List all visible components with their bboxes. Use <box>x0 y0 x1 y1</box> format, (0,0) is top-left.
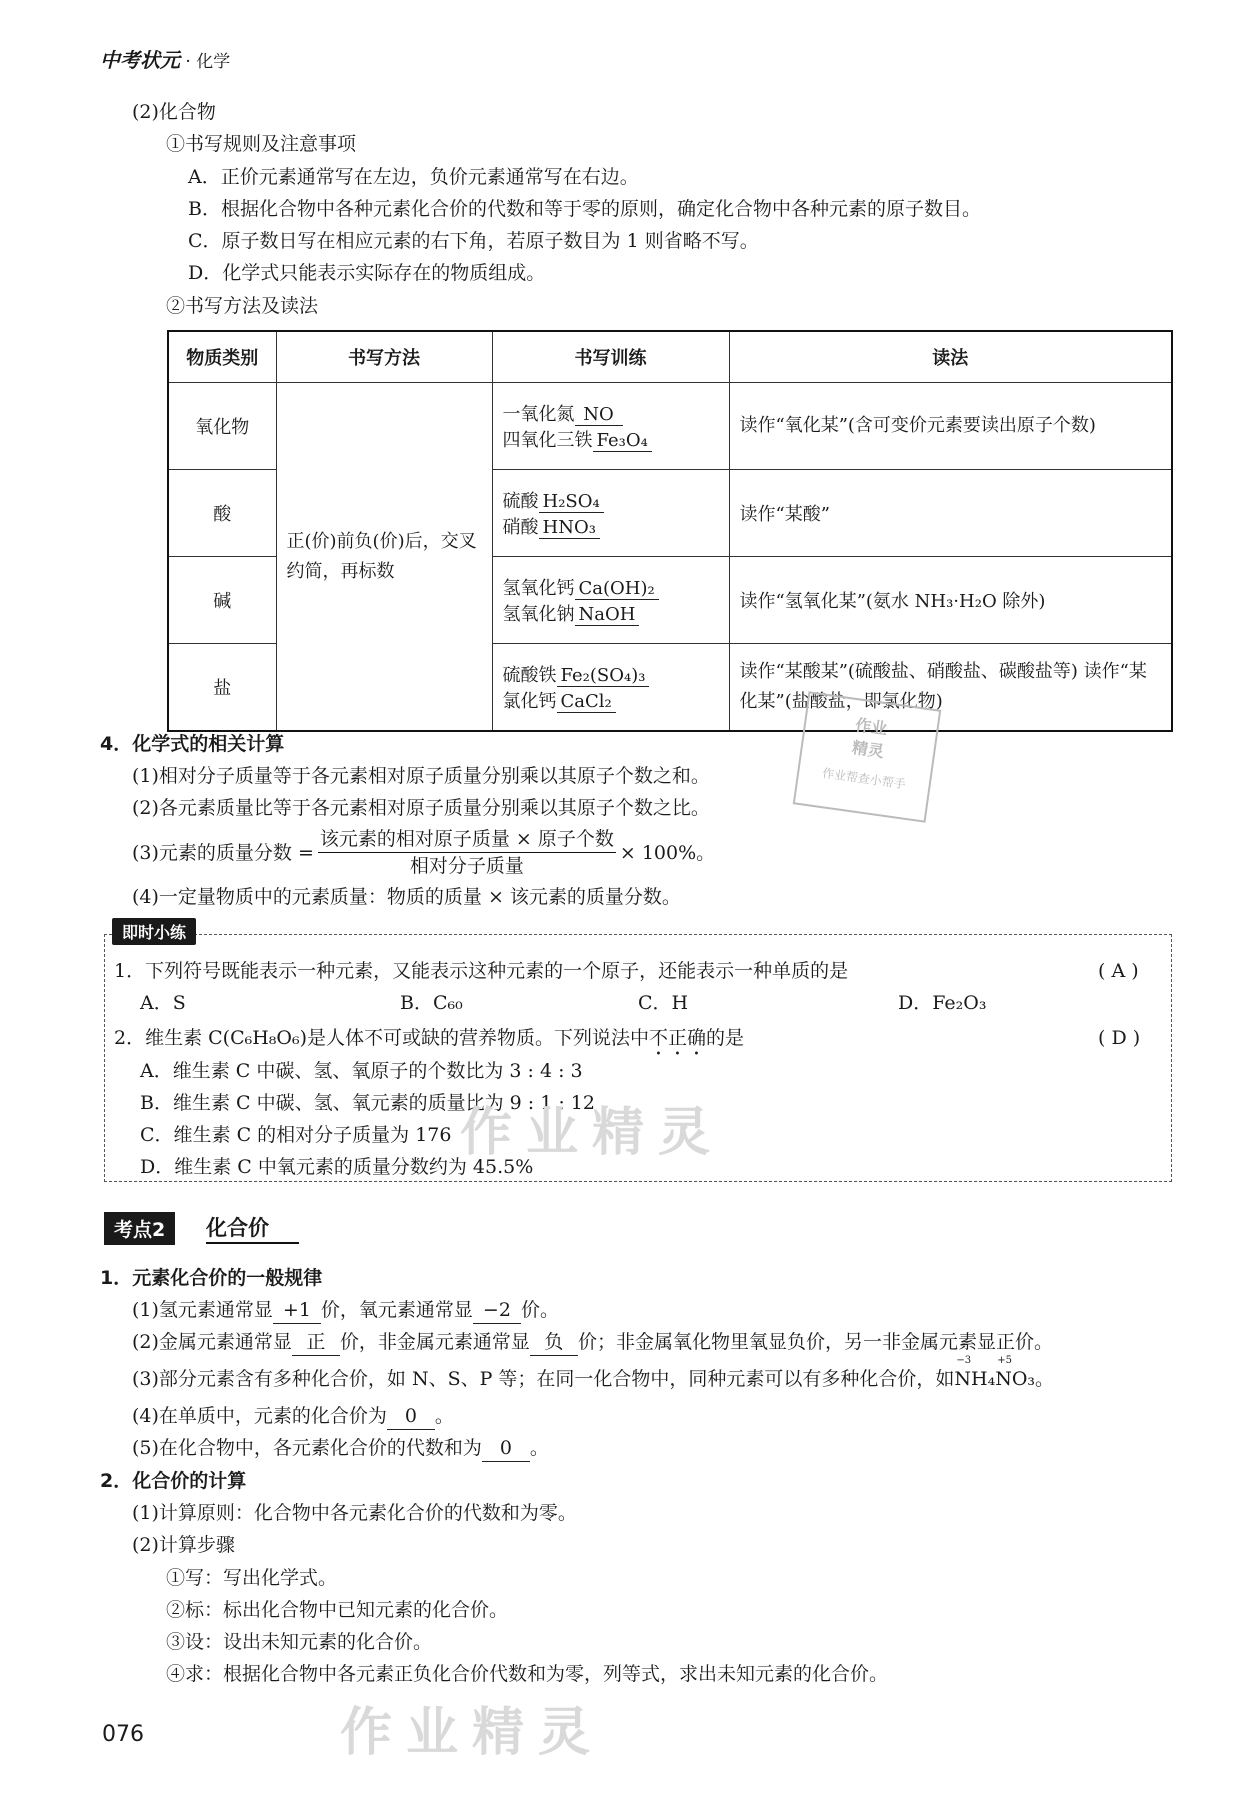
rule-item: B．根据化合物中各种元素化合价的代数和等于零的原则，确定化合物中各种元素的原子数目。 <box>188 198 981 220</box>
valence-example <box>995 1355 1012 1392</box>
rule-line: (2)计算步骤 <box>132 1534 235 1556</box>
formula-part: N <box>954 1368 972 1390</box>
rule-line <box>132 1435 549 1462</box>
step-item: ④求：根据化合物中各元素正负化合价代数和为零，列等式，求出未知元素的化合价。 <box>166 1663 889 1685</box>
exercise-name: 硝酸 <box>502 517 539 538</box>
page-number: 076 <box>102 1722 144 1747</box>
watermark-stamp <box>793 691 942 823</box>
option: C．H <box>638 992 689 1014</box>
exercise-formula: H₂SO₄ <box>539 491 604 513</box>
formula-suffix: × 100%。 <box>619 841 716 864</box>
stamp-text: 精灵 <box>850 737 886 762</box>
category-cell: 碱 <box>168 557 276 644</box>
stamp-text: 作业帮查小帮手 <box>821 766 907 792</box>
calc-item: (4)一定量物质中的元素质量：物质的质量 × 该元素的质量分数。 <box>132 886 681 908</box>
exercise-formula: Fe₃O₄ <box>593 430 652 452</box>
category-cell: 氧化物 <box>168 383 276 470</box>
rule-item: A．正价元素通常写在左边，负价元素通常写在右边。 <box>188 166 639 188</box>
option: D．维生素 C 中氧元素的质量分数约为 45.5% <box>140 1156 534 1178</box>
formula-part: O₃。 <box>1011 1368 1055 1390</box>
rule-text: 价。 <box>520 1299 559 1321</box>
watermark-text: 作业精灵 <box>460 1102 725 1163</box>
exercise-formula: NO <box>575 404 623 426</box>
answer-blank: 0 <box>387 1403 435 1430</box>
keypoint-badge: 考点2 <box>104 1212 175 1245</box>
exercise-formula: HNO₃ <box>539 517 600 539</box>
formula-prefix: (3)元素的质量分数 = <box>132 841 314 864</box>
valence-mark: +5 <box>997 1355 1012 1366</box>
method-text: 正(价)前负(价)后，交叉约简，再标数 <box>286 530 477 582</box>
calc-item: (1)相对分子质量等于各元素相对原子质量分别乘以其原子个数之和。 <box>132 765 710 787</box>
exercise-formula: Fe₂(SO₄)₃ <box>557 665 650 687</box>
rule-text: 价，氧元素通常显 <box>320 1299 473 1321</box>
rule-text: (4)在单质中，元素的化合价为 <box>132 1405 387 1427</box>
question-2-answer: ( D ) <box>1098 1027 1141 1049</box>
exercise-formula: NaOH <box>575 604 640 626</box>
exercise-name: 四氧化三铁 <box>502 430 593 451</box>
rule-text: 价，非金属元素通常显 <box>339 1331 530 1353</box>
valence-mark: −3 <box>956 1355 972 1366</box>
methods-heading: ②书写方法及读法 <box>166 295 319 317</box>
answer-blank: +1 <box>273 1297 321 1324</box>
exercise-formula: Ca(OH)₂ <box>575 578 659 600</box>
header-separator: · <box>185 52 191 72</box>
formula-part: N <box>995 1368 1012 1390</box>
formula-numerator: 该元素的相对原子质量 × 原子个数 <box>318 826 616 853</box>
exercise-cell <box>492 383 729 470</box>
category-cell: 酸 <box>168 470 276 557</box>
rules-heading: ①书写规则及注意事项 <box>166 133 357 155</box>
reading-cell: 读作“某酸某”(硫酸盐、硝酸盐、碳酸盐等) 读作“某化某”(盐酸盐，即氯化物) <box>729 644 1172 732</box>
rule-text: (3)部分元素含有多种化合价，如 N、S、P 等；在同一化合物中，同种元素可以有多种化合价，如 <box>132 1368 955 1390</box>
step-item: ③设：设出未知元素的化合价。 <box>166 1631 433 1653</box>
exercise-name: 氯化钙 <box>502 691 557 712</box>
reading-cell: 读作“氧化某”(含可变价元素要读出原子个数) <box>729 383 1172 470</box>
question-text-part: 2．维生素 C(C₆H₈O₆)是人体不可或缺的营养物质。下列说法中 <box>114 1027 650 1049</box>
reading-cell: 读作“氢氧化某”(氨水 NH₃·H₂O 除外) <box>729 557 1172 644</box>
keypoint-title: 化合价 <box>206 1212 299 1244</box>
formula-table <box>167 330 1173 732</box>
option: B．维生素 C 中碳、氢、氧元素的质量比为 9 : 1 : 12 <box>140 1092 595 1114</box>
answer-blank: 正 <box>292 1329 340 1356</box>
rule-item: D．化学式只能表示实际存在的物质组成。 <box>188 262 546 284</box>
table-header-row <box>168 331 1172 383</box>
exercise-formula: CaCl₂ <box>557 691 616 713</box>
option: D．Fe₂O₃ <box>898 992 987 1014</box>
page-header <box>100 44 230 73</box>
section-heading: 1．元素化合价的一般规律 <box>100 1267 323 1289</box>
exercise-name: 氢氧化钙 <box>502 578 575 599</box>
option: A．S <box>140 992 186 1014</box>
option: B．C₆₀ <box>400 992 463 1014</box>
exercise-cell <box>492 557 729 644</box>
question-2-text <box>114 1025 744 1060</box>
answer-blank: 0 <box>482 1435 530 1462</box>
watermark-text: 作业精灵 <box>340 1702 605 1763</box>
exercise-name: 一氧化氮 <box>502 404 575 425</box>
exercise-name: 硫酸铁 <box>502 665 557 686</box>
mass-fraction-formula <box>132 826 715 879</box>
rule-text: 。 <box>434 1405 454 1427</box>
rule-text: (2)金属元素通常显 <box>132 1331 292 1353</box>
compound-heading: (2)化合物 <box>132 101 216 123</box>
exercise-name: 硫酸 <box>502 491 539 512</box>
emphasis-text: 不正确 <box>649 1027 707 1049</box>
calc-item: (2)各元素质量比等于各元素相对原子质量分别乘以其原子个数之比。 <box>132 797 710 819</box>
practice-tag: 即时小练 <box>112 918 196 945</box>
question-1-answer: ( A ) <box>1098 960 1139 982</box>
rule-item: C．原子数日写在相应元素的右下角，若原子数目为 1 则省略不写。 <box>188 230 759 252</box>
step-item: ②标：标出化合物中已知元素的化合价。 <box>166 1599 509 1621</box>
exercise-cell <box>492 470 729 557</box>
table-header: 读法 <box>729 331 1172 383</box>
method-cell <box>276 383 492 732</box>
table-header: 书写方法 <box>276 331 492 383</box>
header-subject: 化学 <box>196 52 231 72</box>
reading-cell: 读作“某酸” <box>729 470 1172 557</box>
valence-example <box>954 1355 972 1392</box>
answer-blank: 负 <box>530 1329 578 1356</box>
table-row <box>168 383 1172 470</box>
table-header: 物质类别 <box>168 331 276 383</box>
rule-text: 价；非金属氧化物里氧显负价，另一非金属元素显正价。 <box>577 1331 1053 1353</box>
rule-line <box>132 1403 454 1430</box>
table-header: 书写训练 <box>492 331 729 383</box>
step-item: ①写：写出化学式。 <box>166 1567 338 1589</box>
exercise-name: 氢氧化钠 <box>502 604 575 625</box>
formula-fraction <box>318 826 616 879</box>
rule-line <box>132 1355 1055 1392</box>
rule-text: 。 <box>529 1437 549 1459</box>
category-cell: 盐 <box>168 644 276 732</box>
rule-text: (1)氢元素通常显 <box>132 1299 273 1321</box>
option: C．维生素 C 的相对分子质量为 176 <box>140 1124 452 1146</box>
exercise-cell <box>492 644 729 732</box>
question-1-text: 1．下列符号既能表示一种元素，又能表示这种元素的一个原子，还能表示一种单质的是 <box>114 960 849 982</box>
answer-blank: −2 <box>473 1297 521 1324</box>
rule-text: (5)在化合物中，各元素化合价的代数和为 <box>132 1437 482 1459</box>
formula-part: H₄ <box>971 1368 996 1390</box>
stamp-text: 作业 <box>854 715 889 739</box>
calc-heading: 4．化学式的相关计算 <box>100 733 285 755</box>
rule-line <box>132 1329 1053 1356</box>
section-heading: 2．化合价的计算 <box>100 1470 247 1492</box>
formula-denominator: 相对分子质量 <box>409 855 524 877</box>
rule-line <box>132 1297 559 1324</box>
rule-line: (1)计算原则：化合物中各元素化合价的代数和为零。 <box>132 1502 577 1524</box>
brand-logo: 中考状元 <box>100 48 180 72</box>
question-text-part: 的是 <box>706 1027 745 1049</box>
option: A．维生素 C 中碳、氢、氧原子的个数比为 3 : 4 : 3 <box>140 1060 583 1082</box>
